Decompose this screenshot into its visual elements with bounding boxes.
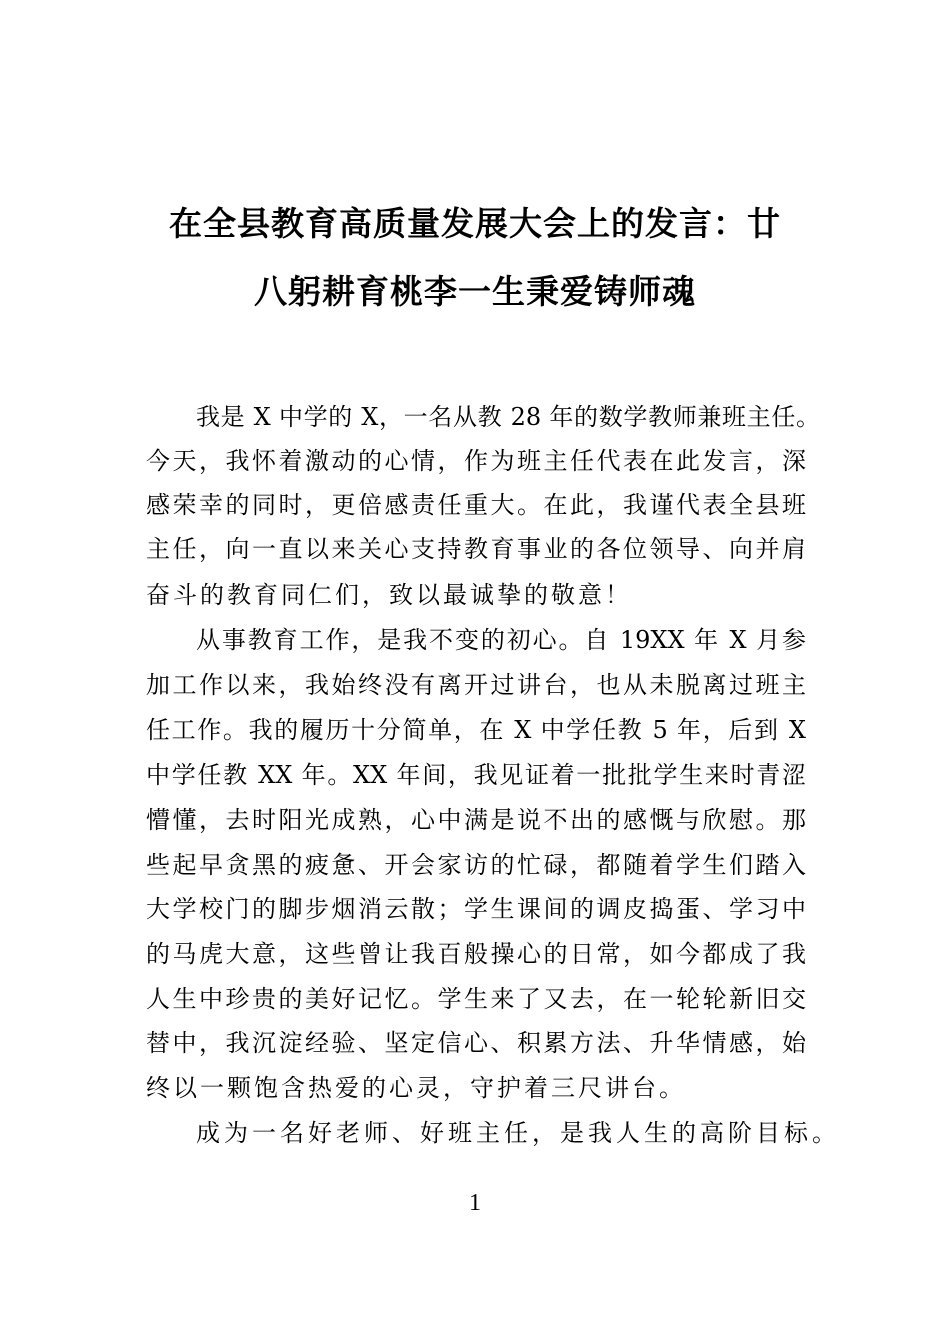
- page-number: 1: [469, 1190, 481, 1216]
- paragraph-2-line-8: 的马虎大意，这些曾让我百般操心的日常，如今都成了我: [146, 940, 806, 968]
- paragraph-2-line-1: 从事教育工作，是我不变的初心。自 19XX 年 X 月参: [196, 626, 806, 654]
- paragraph-2-line-5: 懵懂，去时阳光成熟，心中满是说不出的感慨与欣慰。那: [146, 806, 806, 834]
- paragraph-3-line-1: 成为一名好老师、好班主任，是我人生的高阶目标。: [196, 1119, 840, 1147]
- paragraph-1-line-4: 主任，向一直以来关心支持教育事业的各位领导、向并肩: [146, 535, 806, 563]
- title-line-2: 八躬耕育桃李一生秉爱铸师魂: [254, 272, 696, 311]
- paragraph-2-line-3: 任工作。我的履历十分简单，在 X 中学任教 5 年，后到 X: [146, 716, 806, 744]
- paragraph-1-line-5: 奋斗的教育同仁们，致以最诚挚的敬意！: [146, 581, 632, 609]
- paragraph-2-line-2: 加工作以来，我始终没有离开过讲台，也从未脱离过班主: [146, 671, 806, 699]
- paragraph-2-line-6: 些起早贪黑的疲惫、开会家访的忙碌，都随着学生们踏入: [146, 851, 806, 879]
- paragraph-1-line-1: 我是 X 中学的 X，一名从教 28 年的数学教师兼班主任。: [196, 403, 820, 431]
- paragraph-2-line-7: 大学校门的脚步烟消云散；学生课间的调皮捣蛋、学习中: [146, 895, 806, 923]
- paragraph-2-line-10: 替中，我沉淀经验、坚定信心、积累方法、升华情感，始: [146, 1029, 806, 1057]
- title-line-1: 在全县教育高质量发展大会上的发言：廿: [169, 204, 781, 243]
- paragraph-1-line-2: 今天，我怀着激动的心情，作为班主任代表在此发言，深: [146, 447, 806, 475]
- paragraph-2-line-9: 人生中珍贵的美好记忆。学生来了又去，在一轮轮新旧交: [146, 985, 806, 1013]
- paragraph-1-line-3: 感荣幸的同时，更倍感责任重大。在此，我谨代表全县班: [146, 491, 806, 519]
- paragraph-2-line-11: 终以一颗饱含热爱的心灵，守护着三尺讲台。: [146, 1074, 686, 1102]
- paragraph-2-line-4: 中学任教 XX 年。XX 年间，我见证着一批批学生来时青涩: [146, 761, 806, 789]
